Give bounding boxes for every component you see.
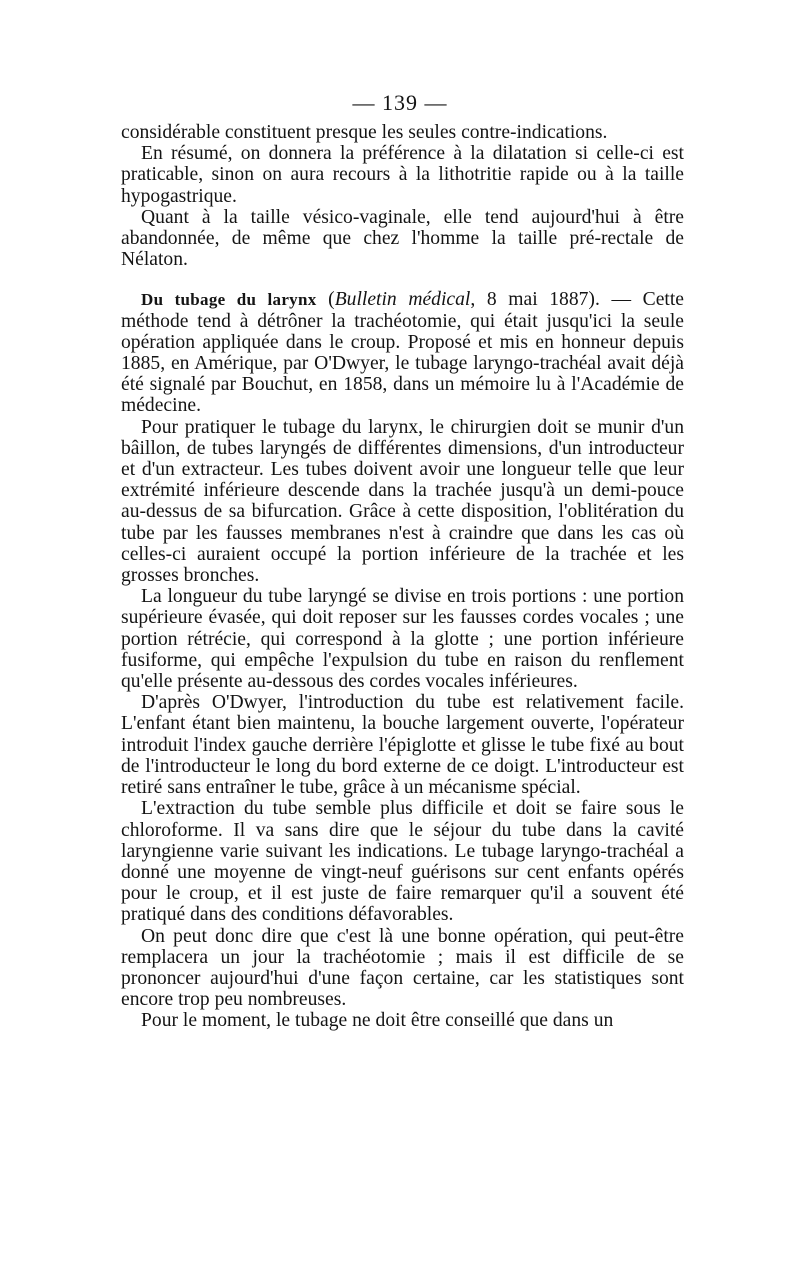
section-title: Du tubage du larynx <box>141 290 317 310</box>
paragraph: Quant à la taille vésico-vaginale, elle tend aujourd'hui à être abandonnée, de même que chez l'homme la taille pré-rectale de Nélaton. <box>121 206 684 271</box>
paragraph: D'après O'Dwyer, l'introduction du tube est relativement facile. L'enfant étant bien maintenu, la bouche largement ouverte, l'opérateur introduit l'index gauche derrière l'épiglotte et glisse le tube fixé au bout de l'introducteur le long du bord externe de ce doigt. L'introducteur est retiré sans entraîner le tube, grâce à un mécanisme spécial. <box>121 692 684 799</box>
paragraph: Pour le moment, le tubage ne doit être conseillé que dans un <box>141 1010 614 1032</box>
page-number: — 139 — <box>352 90 448 115</box>
section-paragraph <box>121 289 684 416</box>
paragraph: L'extraction du tube semble plus difficile et doit se faire sous le chloroforme. Il va sans dire que le séjour du tube dans la cavité laryngienne varie suivant les indications. Le tubage laryngo-trachéal a donné une moyenne de vingt-neuf guérisons sur cent enfants opérés pour le croup, et il est juste de faire remarquer qu'il a souvent été pratiqué dans des conditions défavorables. <box>121 798 684 926</box>
source-open: ( <box>316 289 335 311</box>
section-body: , 8 mai 1887). — Cette méthode tend à détrôner la trachéotomie, qui était jusqu'ici la seule opération appliquée dans le croup. Proposé et mis en honneur depuis 1885, en Amérique, par O'Dwyer, le tubage laryngo-trachéal avait déjà été signalé par Bouchut, en 1858, dans un mémoire lu à l'Académie de médecine. <box>121 289 684 417</box>
body-text <box>121 122 684 1032</box>
paragraph: Pour pratiquer le tubage du larynx, le chirurgien doit se munir d'un bâillon, de tubes laryngés de différentes dimensions, d'un introducteur et d'un extracteur. Les tubes doivent avoir une longueur telle que leur extrémité inférieure descende dans la trachée jusqu'à un demi-pouce au-dessus de sa bifurcation. Grâce à cette disposition, l'oblitération du tube par les fausses membranes n'est à craindre que dans les cas où celles-ci auraient occupé la portion inférieure de la trachée et les grosses bronches. <box>121 416 684 587</box>
paragraph: La longueur du tube laryngé se divise en trois portions : une portion supérieure évasée, qui doit reposer sur les fausses cordes vocales ; une portion rétrécie, qui correspond à la glotte ; une portion inférieure fusiforme, qui empêche l'expulsion du tube en raison du renflement qu'elle présente au-dessous des cordes vocales inférieures. <box>121 586 684 693</box>
paragraph: En résumé, on donnera la préférence à la dilatation si celle-ci est praticable, sinon on aura recours à la lithotritie rapide ou à la taille hypogastrique. <box>121 143 684 207</box>
paragraph: On peut donc dire que c'est là une bonne opération, qui peut-être remplacera un jour la trachéotomie ; mais il est difficile de se prononcer aujourd'hui d'une façon certaine, car les statistiques sont encore trop peu nombreuses. <box>121 925 684 1011</box>
paragraph-continuation: considérable constituent presque les seules contre-indications. <box>121 122 608 143</box>
source-citation: Bulletin médical <box>334 289 471 311</box>
